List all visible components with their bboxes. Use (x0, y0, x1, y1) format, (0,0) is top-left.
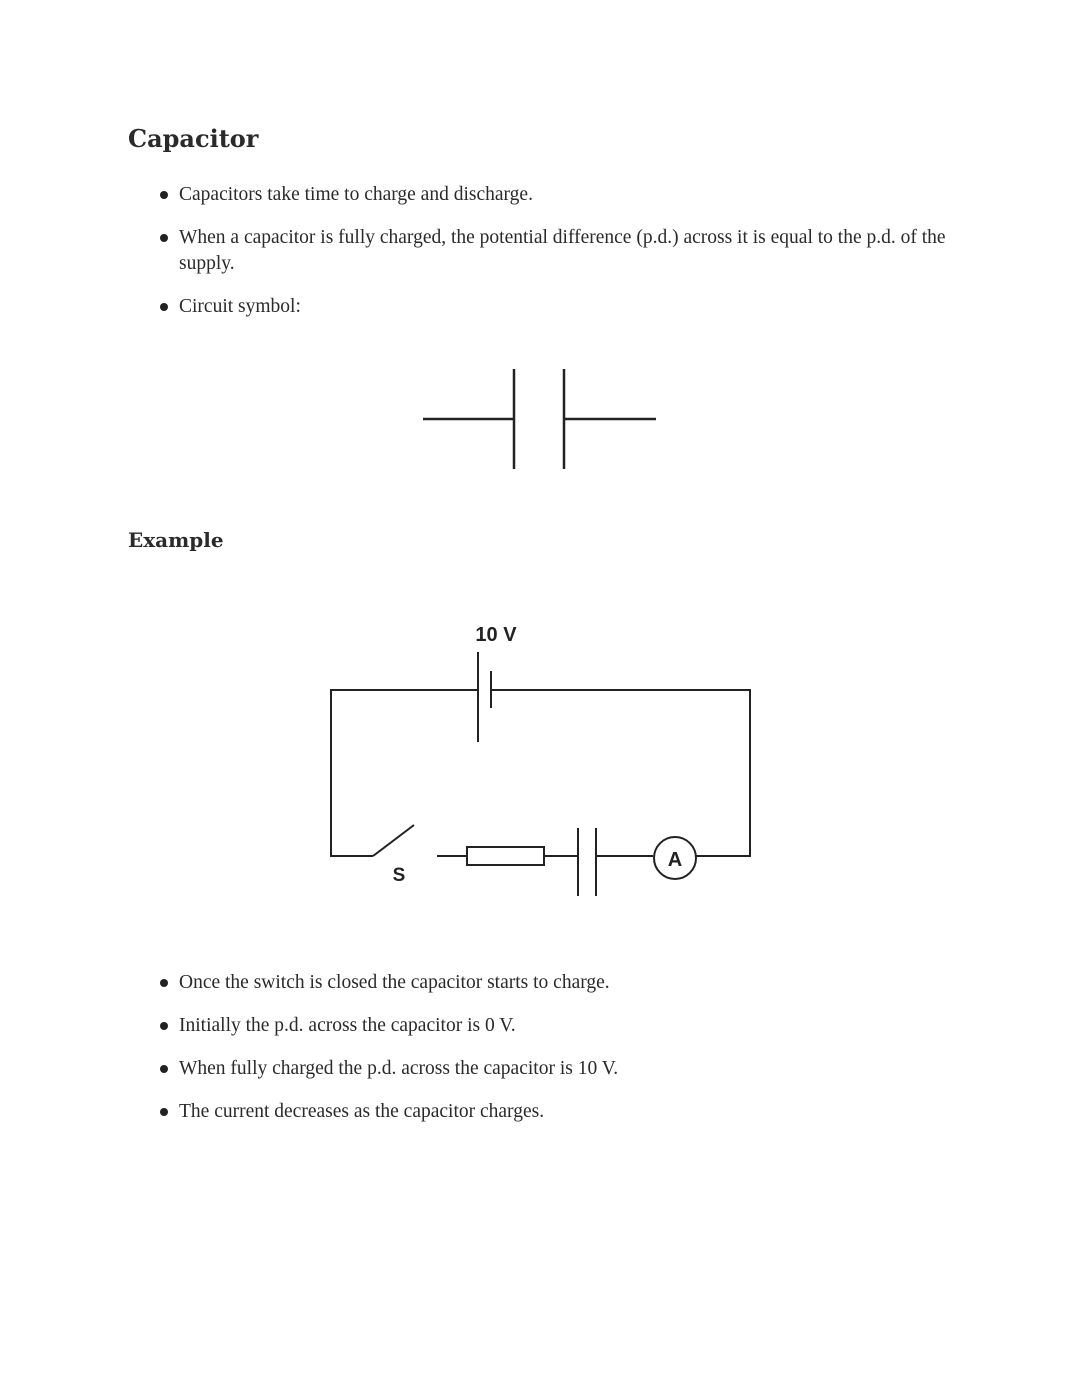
section-title-example: Example (128, 528, 224, 552)
switch-blade (373, 825, 414, 856)
capacitor-symbol (423, 369, 656, 469)
list-item: Once the switch is closed the capacitor starts to charge. (160, 970, 970, 996)
list-item: Initially the p.d. across the capacitor is 0 V. (160, 1013, 970, 1039)
supply-voltage-label: 10 V (475, 624, 517, 646)
ammeter-label: A (667, 849, 683, 871)
resistor (467, 847, 544, 865)
list-item: When fully charged the p.d. across the capacitor is 10 V. (160, 1056, 970, 1082)
capacitor-facts-list (160, 182, 970, 337)
list-item: When a capacitor is fully charged, the potential difference (p.d.) across it is equal to the p.d. of the supply. (160, 225, 970, 277)
example-circuit-diagram (331, 624, 750, 896)
list-item: The current decreases as the capacitor charges. (160, 1099, 970, 1125)
example-notes-list (160, 970, 970, 1142)
wire-right (491, 690, 750, 856)
wire-left (331, 690, 478, 856)
switch-label: S (392, 865, 406, 886)
ammeter (654, 837, 696, 879)
list-item: Capacitors take time to charge and discharge. (160, 182, 970, 208)
list-item: Circuit symbol: (160, 294, 970, 320)
section-title-capacitor: Capacitor (128, 124, 259, 153)
